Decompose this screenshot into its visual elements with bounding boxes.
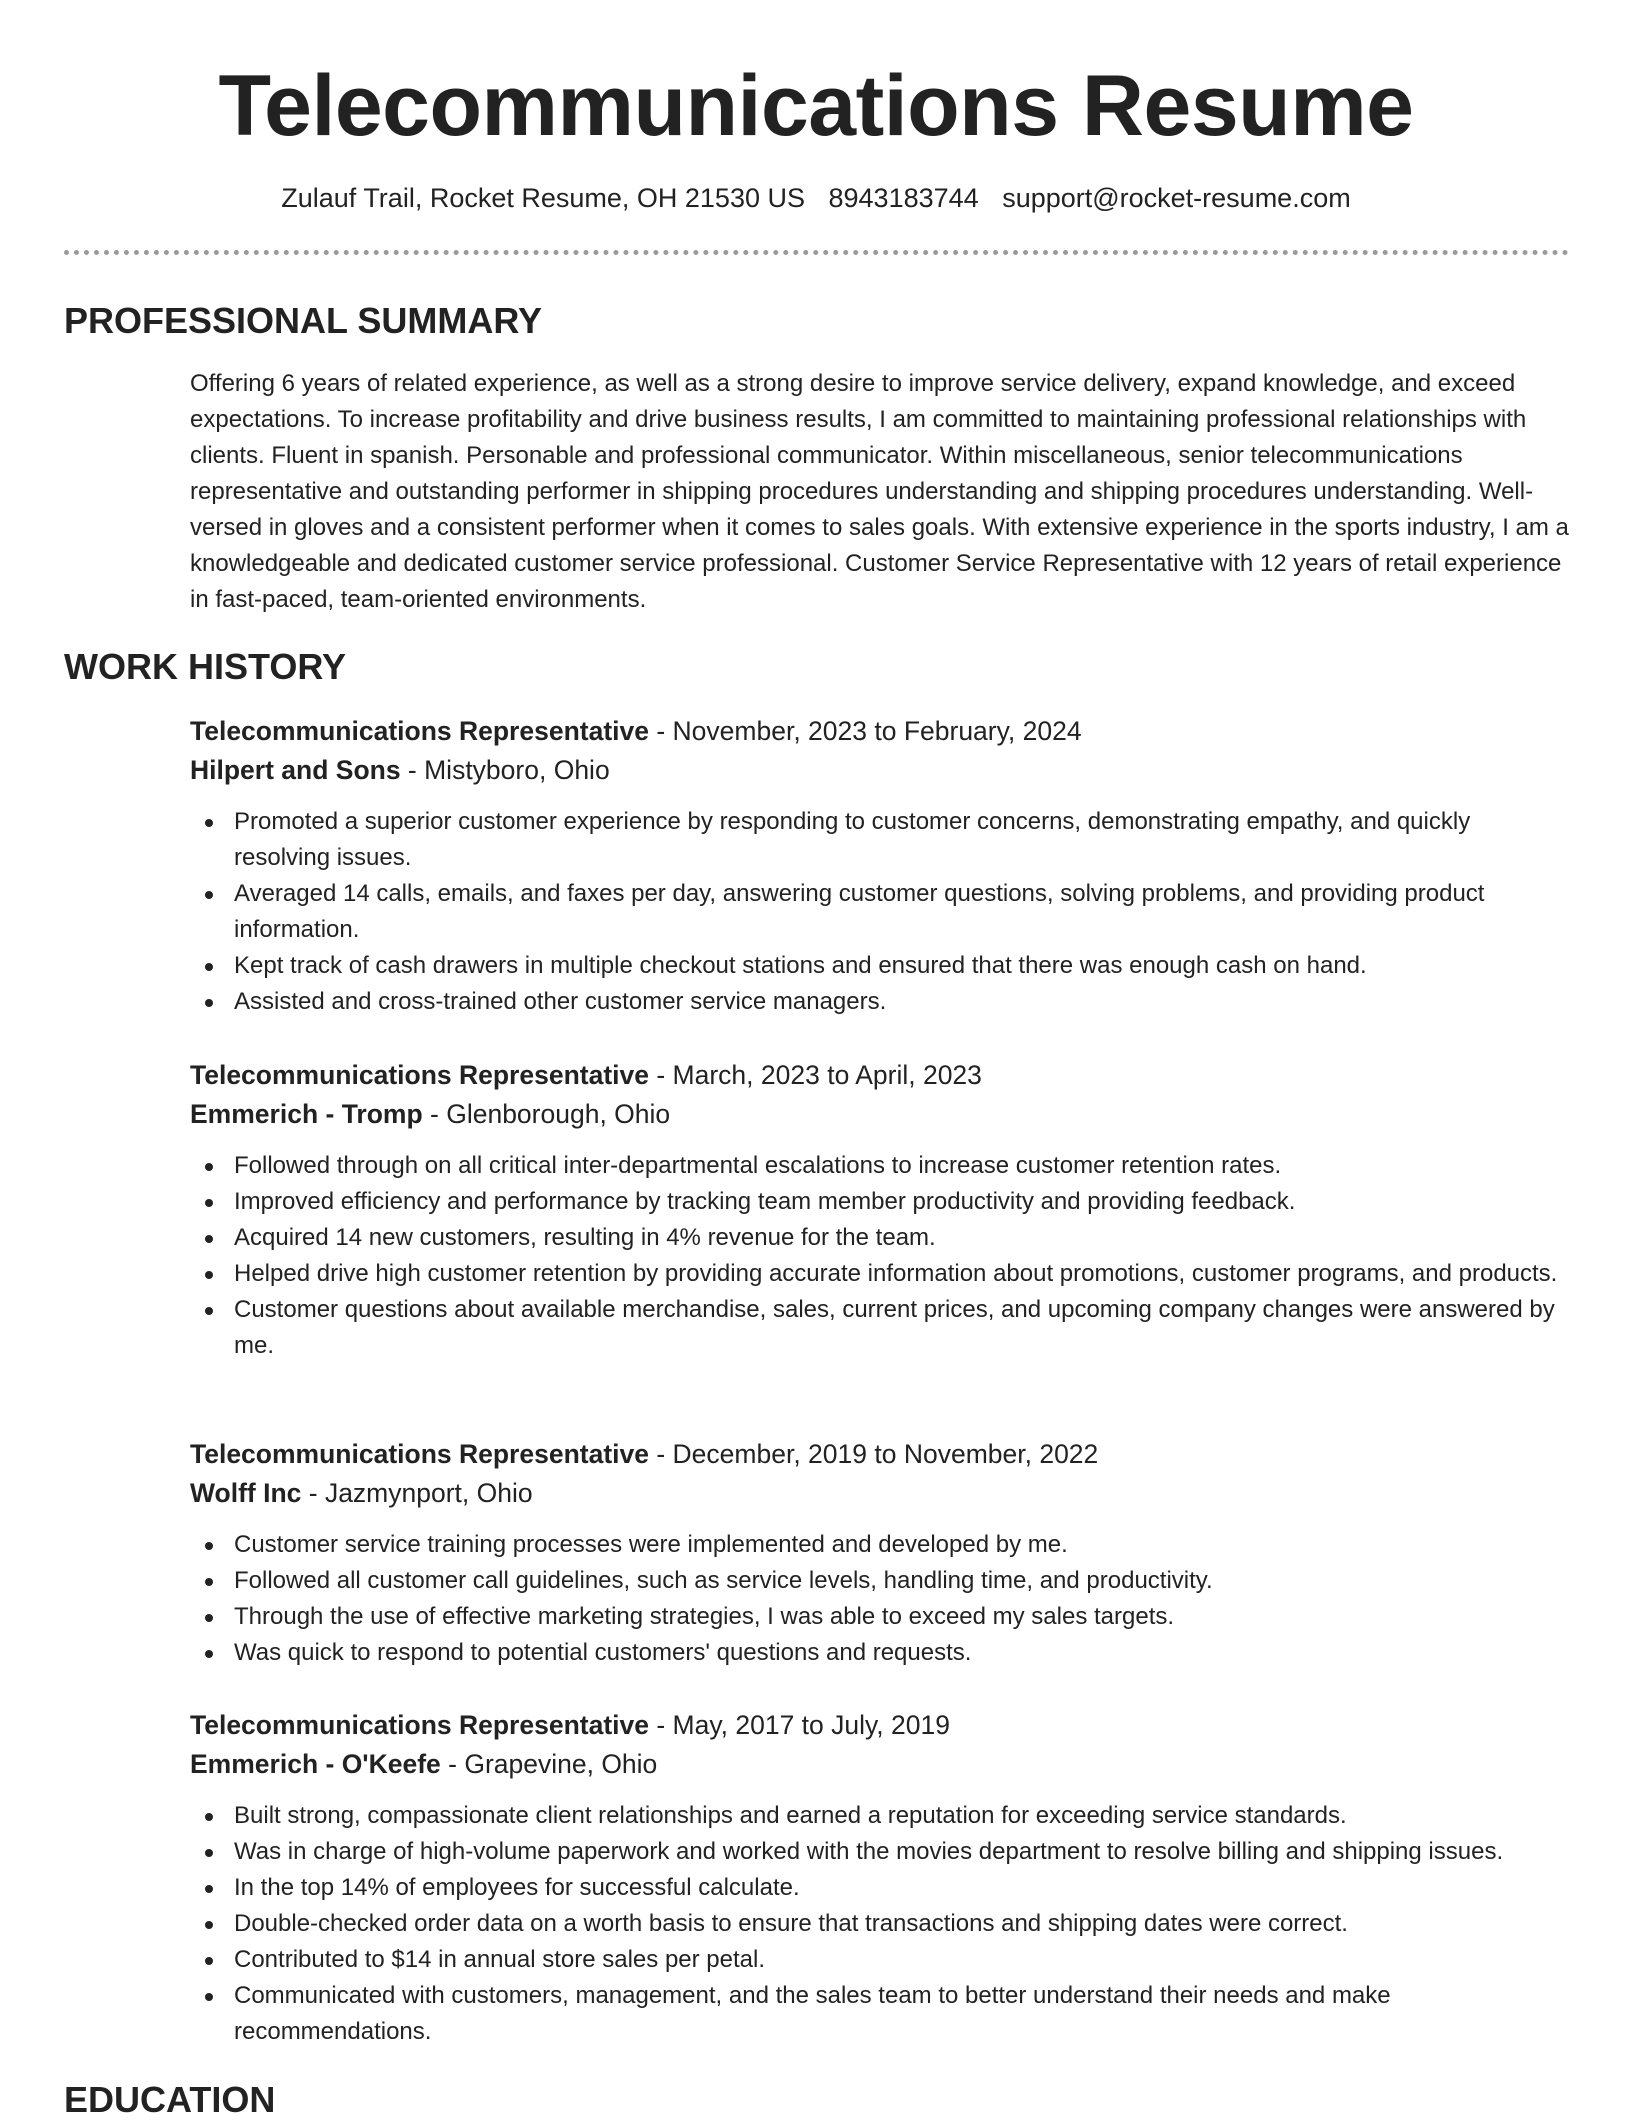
job-location: - Grapevine, Ohio <box>440 1749 658 1779</box>
job-location: - Jazmynport, Ohio <box>301 1478 533 1508</box>
contact-phone: 8943183744 <box>828 183 979 213</box>
job-title: Telecommunications Representative <box>190 716 649 746</box>
job-company-line <box>190 1474 1570 1513</box>
list-item: Built strong, compassionate client relationships and earned a reputation for exceeding service standards. <box>234 1798 1570 1834</box>
list-item: Assisted and cross-trained other customer service managers. <box>234 984 1570 1020</box>
list-item: Helped drive high customer retention by providing accurate information about promotions, customer programs, and products. <box>234 1256 1570 1292</box>
list-item: Followed all customer call guidelines, such as service levels, handling time, and productivity. <box>234 1563 1570 1599</box>
job-location: - Mistyboro, Ohio <box>400 755 610 785</box>
job-bullets <box>190 1148 1570 1364</box>
list-item: Followed through on all critical inter-departmental escalations to increase customer retention rates. <box>234 1148 1570 1184</box>
job-dates: - May, 2017 to July, 2019 <box>649 1710 950 1740</box>
list-item: Was quick to respond to potential customers' questions and requests. <box>234 1635 1570 1671</box>
list-item: Was in charge of high-volume paperwork and worked with the movies department to resolve billing and shipping issues. <box>234 1834 1570 1870</box>
list-item: Averaged 14 calls, emails, and faxes per day, answering customer questions, solving problems, and providing product information. <box>234 876 1570 948</box>
job-bullets <box>190 804 1570 1020</box>
job-company-line <box>190 1745 1570 1784</box>
job-company-line <box>190 1095 1570 1134</box>
job-entry <box>190 1706 1570 2050</box>
section-heading-summary: PROFESSIONAL SUMMARY <box>64 300 543 341</box>
job-title-line <box>190 1706 1570 1745</box>
resume-title: Telecommunications Resume <box>218 58 1414 154</box>
job-bullets <box>190 1798 1570 2050</box>
list-item: Customer questions about available merchandise, sales, current prices, and upcoming company changes were answered by me. <box>234 1292 1570 1364</box>
job-company: Hilpert and Sons <box>190 755 401 785</box>
summary-text: Offering 6 years of related experience, as well as a strong desire to improve service delivery, expand knowledge, and exceed expectations. To increase profitability and drive business results, I am committed to maintaining professional relationships with clients. Fluent in spanish. Personable and professional communicator. Within miscellaneous, senior telecommunications representative and outstanding performer in shipping procedures understanding and shipping procedures understanding. Well-versed in gloves and a consistent performer when it comes to sales goals. With extensive experience in the sports industry, I am a knowledgeable and dedicated customer service professional. Customer Service Representative with 12 years of retail experience in fast-paced, team-oriented environments. <box>190 370 1569 613</box>
job-title: Telecommunications Representative <box>190 1710 649 1740</box>
job-entry <box>190 712 1570 1020</box>
list-item: Kept track of cash drawers in multiple checkout stations and ensured that there was enough cash on hand. <box>234 948 1570 984</box>
job-title-line <box>190 1435 1570 1474</box>
job-entry <box>190 1056 1570 1364</box>
job-title-line <box>190 1056 1570 1095</box>
job-title-line <box>190 712 1570 751</box>
list-item: In the top 14% of employees for successful calculate. <box>234 1870 1570 1906</box>
list-item: Customer service training processes were implemented and developed by me. <box>234 1527 1570 1563</box>
contact-email[interactable]: support@rocket-resume.com <box>1002 183 1351 213</box>
header-divider <box>64 250 1569 255</box>
list-item: Promoted a superior customer experience by responding to customer concerns, demonstrating empathy, and quickly resolving issues. <box>234 804 1570 876</box>
section-heading-education: EDUCATION <box>64 2079 276 2120</box>
section-heading-work-history: WORK HISTORY <box>64 646 347 687</box>
job-entry <box>190 1435 1570 1671</box>
job-title: Telecommunications Representative <box>190 1439 649 1469</box>
job-company: Emmerich - O'Keefe <box>190 1749 441 1779</box>
list-item: Communicated with customers, management, and the sales team to better understand their needs and make recommendations. <box>234 1978 1570 2050</box>
list-item: Improved efficiency and performance by tracking team member productivity and providing feedback. <box>234 1184 1570 1220</box>
list-item: Contributed to $14 in annual store sales per petal. <box>234 1942 1570 1978</box>
job-dates: - March, 2023 to April, 2023 <box>649 1060 982 1090</box>
job-dates: - December, 2019 to November, 2022 <box>649 1439 1099 1469</box>
contact-info <box>0 180 1632 216</box>
job-location: - Glenborough, Ohio <box>422 1099 671 1129</box>
job-title: Telecommunications Representative <box>190 1060 649 1090</box>
contact-address: Zulauf Trail, Rocket Resume, OH 21530 US <box>281 183 805 213</box>
job-company-line <box>190 751 1570 790</box>
job-company: Wolff Inc <box>190 1478 302 1508</box>
job-dates: - November, 2023 to February, 2024 <box>649 716 1082 746</box>
job-company: Emmerich - Tromp <box>190 1099 423 1129</box>
job-bullets <box>190 1527 1570 1671</box>
list-item: Through the use of effective marketing strategies, I was able to exceed my sales targets. <box>234 1599 1570 1635</box>
list-item: Double-checked order data on a worth basis to ensure that transactions and shipping dates were correct. <box>234 1906 1570 1942</box>
list-item: Acquired 14 new customers, resulting in 4% revenue for the team. <box>234 1220 1570 1256</box>
